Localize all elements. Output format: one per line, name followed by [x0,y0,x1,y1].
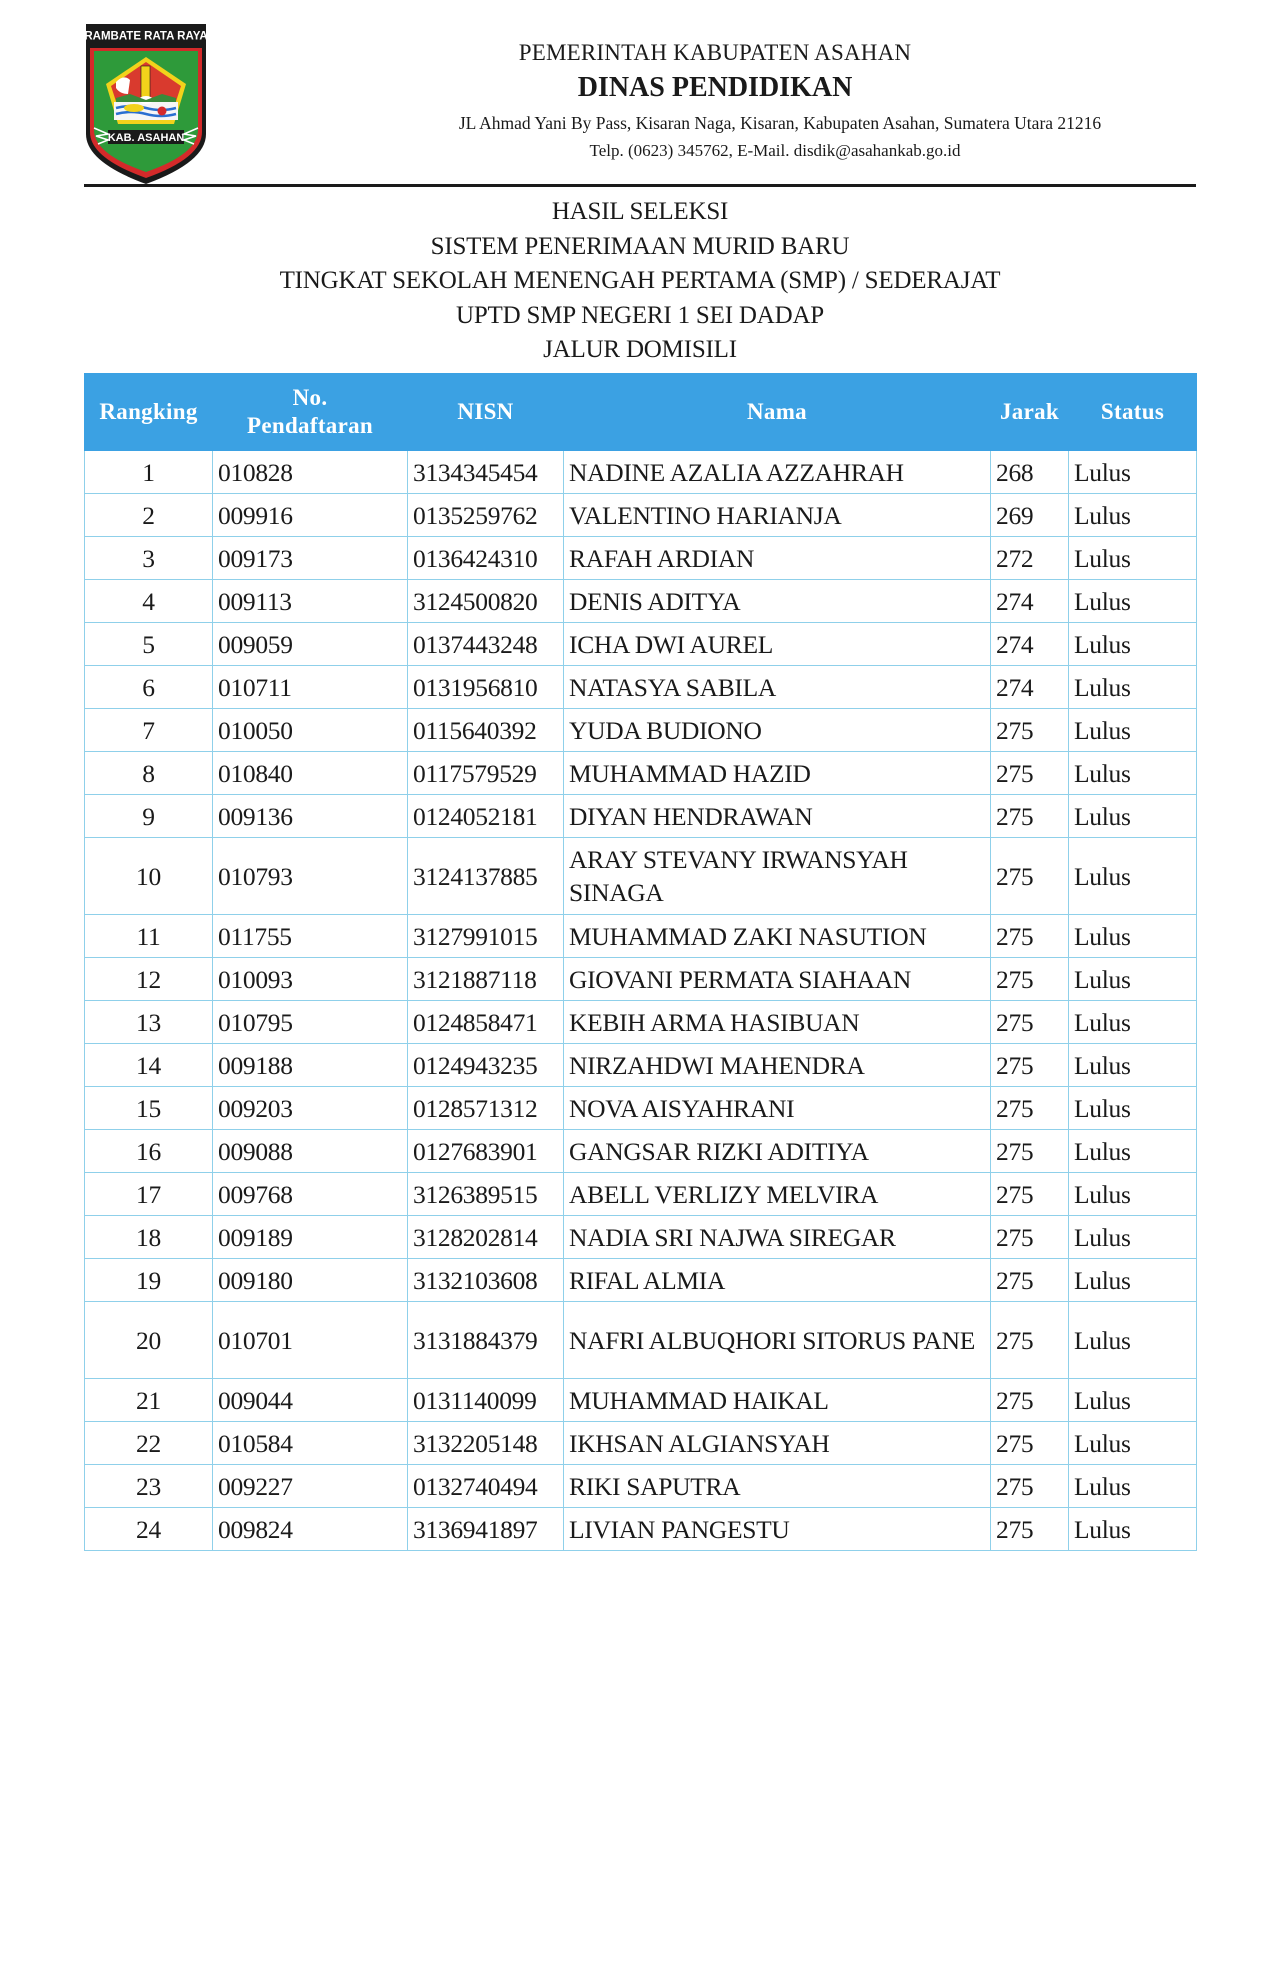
rank-cell: 1 [85,451,213,494]
table-row [85,1379,1197,1422]
distance-cell: 274 [991,666,1069,709]
registration-no-cell: 010840 [213,752,408,795]
distance-cell: 275 [991,752,1069,795]
table-row [85,580,1197,623]
distance-cell: 275 [991,1001,1069,1044]
table-row [85,958,1197,1001]
status-cell: Lulus [1069,1001,1197,1044]
nisn-cell: 3124137885 [408,838,564,915]
table-row [85,623,1197,666]
registration-no-cell: 010050 [213,709,408,752]
rank-cell: 13 [85,1001,213,1044]
nisn-cell: 0115640392 [408,709,564,752]
distance-cell: 275 [991,1087,1069,1130]
selection-results-table [84,373,1197,1551]
name-cell: NADIA SRI NAJWA SIREGAR [564,1216,991,1259]
table-row [85,1302,1197,1379]
nisn-cell: 3121887118 [408,958,564,1001]
name-cell: NOVA AISYAHRANI [564,1087,991,1130]
registration-no-cell: 009113 [213,580,408,623]
table-row [85,915,1197,958]
rank-cell: 15 [85,1087,213,1130]
table-header-row [85,374,1197,451]
crest-motto: RAMBATE RATA RAYA [86,30,206,43]
registration-no-cell: 010828 [213,451,408,494]
registration-no-cell: 010793 [213,838,408,915]
nisn-cell: 0135259762 [408,494,564,537]
column-header-rank: Rangking [85,374,213,451]
rank-cell: 16 [85,1130,213,1173]
nisn-cell: 0136424310 [408,537,564,580]
name-cell: RIFAL ALMIA [564,1259,991,1302]
registration-no-cell: 009203 [213,1087,408,1130]
rank-cell: 8 [85,752,213,795]
title-line: TINGKAT SEKOLAH MENENGAH PERTAMA (SMP) / SEDERAJAT [279,267,1001,295]
nisn-cell: 3134345454 [408,451,564,494]
status-cell: Lulus [1069,1302,1197,1379]
column-header-status: Status [1069,374,1197,451]
nisn-cell: 0131140099 [408,1379,564,1422]
status-cell: Lulus [1069,1130,1197,1173]
name-cell: RAFAH ARDIAN [564,537,991,580]
name-cell: DENIS ADITYA [564,580,991,623]
nisn-cell: 0131956810 [408,666,564,709]
title-line: HASIL SELEKSI [551,198,729,225]
government-name: PEMERINTAH KABUPATEN ASAHAN [518,40,912,65]
distance-cell: 274 [991,580,1069,623]
name-cell: KEBIH ARMA HASIBUAN [564,1001,991,1044]
name-cell: GIOVANI PERMATA SIAHAAN [564,958,991,1001]
status-cell: Lulus [1069,1379,1197,1422]
letterhead-divider [84,184,1196,187]
status-cell: Lulus [1069,1508,1197,1551]
table-body [85,451,1197,1551]
column-header-nisn: NISN [408,374,564,451]
rank-cell: 7 [85,709,213,752]
nisn-cell: 0127683901 [408,1130,564,1173]
distance-cell: 272 [991,537,1069,580]
table-row [85,795,1197,838]
status-cell: Lulus [1069,958,1197,1001]
distance-cell: 268 [991,451,1069,494]
table-row [85,1130,1197,1173]
distance-cell: 275 [991,915,1069,958]
nisn-cell: 0124943235 [408,1044,564,1087]
status-cell: Lulus [1069,1173,1197,1216]
distance-cell: 275 [991,1130,1069,1173]
registration-no-cell: 009188 [213,1044,408,1087]
status-cell: Lulus [1069,1087,1197,1130]
registration-no-cell: 009173 [213,537,408,580]
table-row [85,494,1197,537]
status-cell: Lulus [1069,666,1197,709]
nisn-cell: 3126389515 [408,1173,564,1216]
nisn-cell: 0124052181 [408,795,564,838]
office-address: JL Ahmad Yani By Pass, Kisaran Naga, Kisaran, Kabupaten Asahan, Sumatera Utara 21216 [458,113,1102,133]
distance-cell: 275 [991,1173,1069,1216]
status-cell: Lulus [1069,1259,1197,1302]
registration-no-cell: 010711 [213,666,408,709]
name-cell: YUDA BUDIONO [564,709,991,752]
table-row [85,451,1197,494]
rank-cell: 2 [85,494,213,537]
table-row [85,537,1197,580]
rank-cell: 12 [85,958,213,1001]
table-row [85,752,1197,795]
regency-crest-icon [86,24,206,184]
rank-cell: 19 [85,1259,213,1302]
status-cell: Lulus [1069,915,1197,958]
table-row [85,1001,1197,1044]
table-row [85,838,1197,915]
registration-no-cell: 009227 [213,1465,408,1508]
nisn-cell: 0132740494 [408,1465,564,1508]
nisn-cell: 3127991015 [408,915,564,958]
nisn-cell: 0124858471 [408,1001,564,1044]
table-row [85,1216,1197,1259]
distance-cell: 275 [991,795,1069,838]
rank-cell: 3 [85,537,213,580]
rank-cell: 17 [85,1173,213,1216]
distance-cell: 275 [991,1302,1069,1379]
status-cell: Lulus [1069,580,1197,623]
registration-no-cell: 009136 [213,795,408,838]
table-row [85,1465,1197,1508]
registration-no-cell: 010584 [213,1422,408,1465]
distance-cell: 275 [991,838,1069,915]
table-row [85,709,1197,752]
rank-cell: 14 [85,1044,213,1087]
crest-regency-name: KAB. ASAHAN [107,132,185,144]
column-header-name: Nama [564,374,991,451]
name-cell: NAFRI ALBUQHORI SITORUS PANE [564,1302,991,1379]
distance-cell: 275 [991,1216,1069,1259]
nisn-cell: 3132205148 [408,1422,564,1465]
nisn-cell: 0137443248 [408,623,564,666]
status-cell: Lulus [1069,537,1197,580]
title-line: JALUR DOMISILI [543,336,737,364]
rank-cell: 20 [85,1302,213,1379]
office-contact: Telp. (0623) 345762, E-Mail. disdik@asahankab.go.id [589,141,961,160]
rank-cell: 5 [85,623,213,666]
registration-no-cell: 011755 [213,915,408,958]
column-header-registration-no [213,374,408,451]
document-titles [0,195,1280,368]
status-cell: Lulus [1069,752,1197,795]
rank-cell: 11 [85,915,213,958]
table-row [85,1044,1197,1087]
name-cell: ABELL VERLIZY MELVIRA [564,1173,991,1216]
rank-cell: 23 [85,1465,213,1508]
nisn-cell: 3124500820 [408,580,564,623]
name-cell: MUHAMMAD HAZID [564,752,991,795]
name-cell: MUHAMMAD HAIKAL [564,1379,991,1422]
rank-cell: 4 [85,580,213,623]
name-cell: IKHSAN ALGIANSYAH [564,1422,991,1465]
name-cell: RIKI SAPUTRA [564,1465,991,1508]
name-cell: DIYAN HENDRAWAN [564,795,991,838]
status-cell: Lulus [1069,709,1197,752]
column-header-registration-line1: No. [292,385,328,410]
distance-cell: 275 [991,1044,1069,1087]
name-cell: NADINE AZALIA AZZAHRAH [564,451,991,494]
registration-no-cell: 009824 [213,1508,408,1551]
table-row [85,1508,1197,1551]
table-row [85,1259,1197,1302]
registration-no-cell: 009189 [213,1216,408,1259]
name-cell: ARAY STEVANY IRWANSYAH SINAGA [564,838,991,915]
distance-cell: 275 [991,709,1069,752]
table-row [85,1422,1197,1465]
name-cell: LIVIAN PANGESTU [564,1508,991,1551]
department-name: DINAS PENDIDIKAN [577,72,853,103]
registration-no-cell: 009916 [213,494,408,537]
name-cell: GANGSAR RIZKI ADITIYA [564,1130,991,1173]
nisn-cell: 3132103608 [408,1259,564,1302]
rank-cell: 9 [85,795,213,838]
status-cell: Lulus [1069,795,1197,838]
status-cell: Lulus [1069,838,1197,915]
status-cell: Lulus [1069,623,1197,666]
column-header-registration-line2: Pendaftaran [247,413,373,438]
column-header-distance: Jarak [991,374,1069,451]
registration-no-cell: 009044 [213,1379,408,1422]
registration-no-cell: 010701 [213,1302,408,1379]
nisn-cell: 3136941897 [408,1508,564,1551]
nisn-cell: 0128571312 [408,1087,564,1130]
distance-cell: 274 [991,623,1069,666]
status-cell: Lulus [1069,451,1197,494]
name-cell: MUHAMMAD ZAKI NASUTION [564,915,991,958]
status-cell: Lulus [1069,1044,1197,1087]
nisn-cell: 0117579529 [408,752,564,795]
distance-cell: 275 [991,1379,1069,1422]
rank-cell: 21 [85,1379,213,1422]
table-row [85,1087,1197,1130]
registration-no-cell: 009088 [213,1130,408,1173]
distance-cell: 269 [991,494,1069,537]
title-line: SISTEM PENERIMAAN MURID BARU [430,232,850,260]
rank-cell: 22 [85,1422,213,1465]
distance-cell: 275 [991,1259,1069,1302]
name-cell: NATASYA SABILA [564,666,991,709]
rank-cell: 6 [85,666,213,709]
distance-cell: 275 [991,1422,1069,1465]
nisn-cell: 3128202814 [408,1216,564,1259]
status-cell: Lulus [1069,1216,1197,1259]
table-row [85,1173,1197,1216]
name-cell: ICHA DWI AUREL [564,623,991,666]
status-cell: Lulus [1069,1465,1197,1508]
name-cell: NIRZAHDWI MAHENDRA [564,1044,991,1087]
registration-no-cell: 009180 [213,1259,408,1302]
registration-no-cell: 010093 [213,958,408,1001]
table-row [85,666,1197,709]
distance-cell: 275 [991,958,1069,1001]
letterhead [330,36,1230,164]
rank-cell: 10 [85,838,213,915]
nisn-cell: 3131884379 [408,1302,564,1379]
registration-no-cell: 010795 [213,1001,408,1044]
distance-cell: 275 [991,1465,1069,1508]
name-cell: VALENTINO HARIANJA [564,494,991,537]
registration-no-cell: 009768 [213,1173,408,1216]
distance-cell: 275 [991,1508,1069,1551]
title-line: UPTD SMP NEGERI 1 SEI DADAP [455,301,824,329]
status-cell: Lulus [1069,494,1197,537]
registration-no-cell: 009059 [213,623,408,666]
status-cell: Lulus [1069,1422,1197,1465]
rank-cell: 18 [85,1216,213,1259]
rank-cell: 24 [85,1508,213,1551]
